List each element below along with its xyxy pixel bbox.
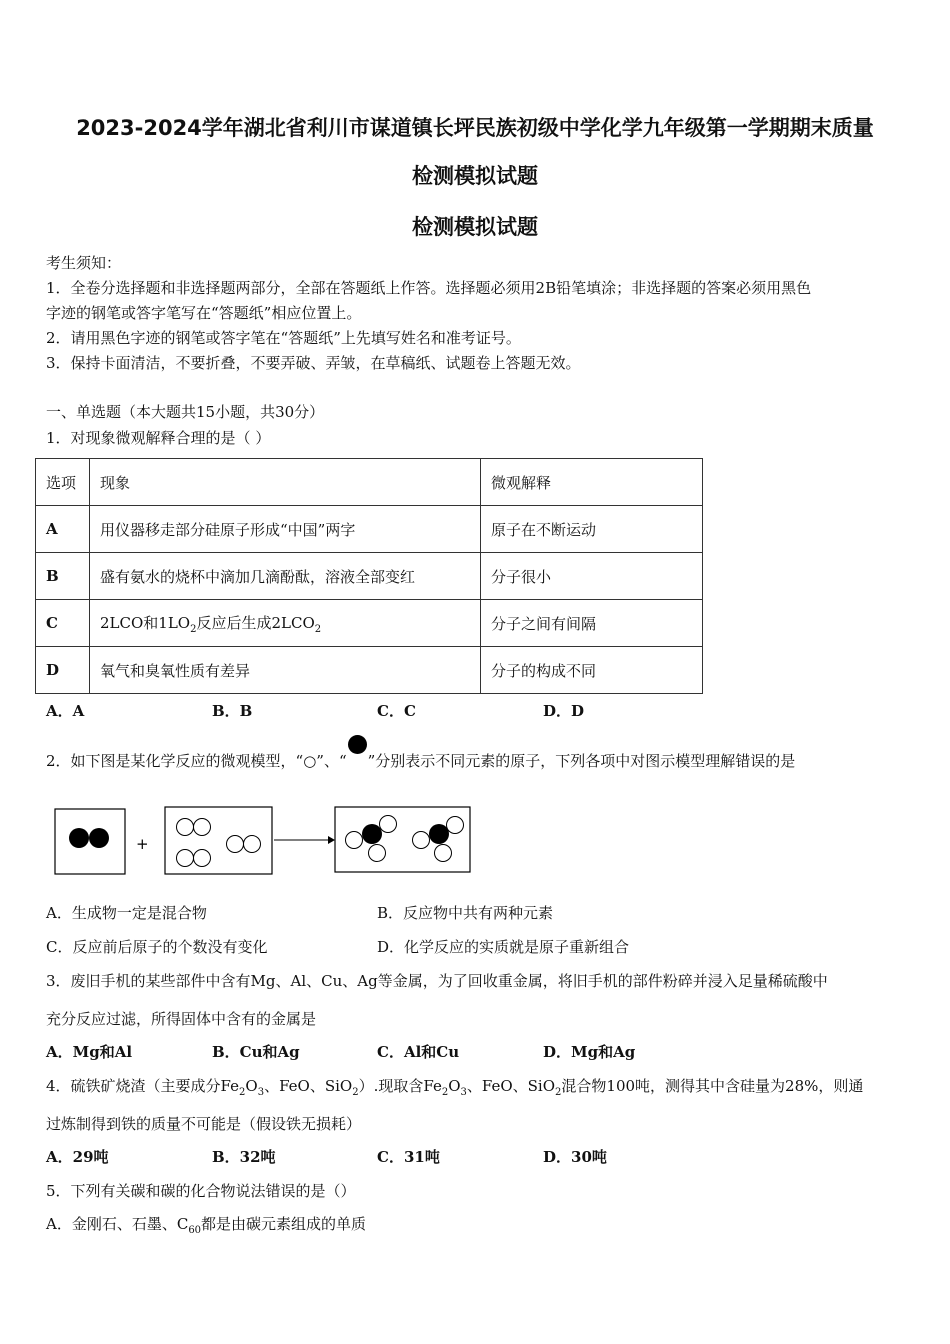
- white-atom-icon: [194, 850, 211, 867]
- white-atom-icon: [177, 850, 194, 867]
- q3-option-b: B．Cu和Ag: [212, 1043, 300, 1061]
- notice-item-2: 2．请用黑色字迹的钢笔或答字笔在“答题纸”上先填写姓名和准考证号。: [46, 329, 521, 347]
- white-atom-icon: [413, 832, 430, 849]
- table-row: [36, 553, 703, 600]
- table-row: [36, 506, 703, 553]
- q4-stem-a: 4．硫铁矿烧渣（主要成分$Fe_2O_3$、FeO、SiO$_2$）.现取含$Fe_2O_3$、FeO、SiO$_2$混合物100吨，测得其中含硅量为28%，则通: [46, 1077, 864, 1098]
- q2-option-d: D．化学反应的实质就是原子重新组合: [377, 938, 630, 956]
- q1-option-d: D．D: [543, 702, 585, 720]
- notice-item-1a: 1．全卷分选择题和非选择题两部分，全部在答题纸上作答。选择题必须用2B铅笔填涂；非选择题的答案必须用黑色: [46, 279, 812, 297]
- exam-title-line2: 检测模拟试题: [412, 164, 538, 188]
- q3-option-c: C．Al和Cu: [377, 1043, 460, 1061]
- notice-item-3: 3．保持卡面清洁，不要折叠，不要弄破、弄皱，在草稿纸、试题卷上答题无效。: [46, 354, 581, 372]
- q4-option-a: A．29吨: [46, 1148, 109, 1166]
- q3-stem-a: 3．废旧手机的某些部件中含有Mg、Al、Cu、Ag等金属，为了回收重金属，将旧手机的部件粉碎并浸入足量稀硫酸中: [46, 972, 828, 990]
- notice-item-1b: 字迹的钢笔或答字笔写在“答题纸”相应位置上。: [46, 304, 362, 322]
- white-atom-icon: [177, 819, 194, 836]
- black-atom-icon: [89, 828, 109, 848]
- q1-stem: 1．对现象微观解释合理的是（ ）: [46, 429, 271, 447]
- exam-title-line1: 2023-2024学年湖北省利川市谋道镇长坪民族初级中学化学九年级第一学期期末质量: [76, 116, 874, 140]
- q3-stem-b: 充分反应过滤，所得固体中含有的金属是: [46, 1010, 317, 1028]
- reaction-diagram: [50, 800, 490, 884]
- q3-option-d: D．Mg和Ag: [543, 1043, 636, 1061]
- q2-option-c: C．反应前后原子的个数没有变化: [46, 938, 268, 956]
- arrow-head-icon: [328, 836, 335, 844]
- row-explanation: 分子很小: [481, 553, 703, 600]
- q5-option-a: A．金刚石、石墨、$C_{60}$都是由碳元素组成的单质: [46, 1215, 367, 1236]
- header-phenomenon: 现象: [90, 459, 481, 506]
- q1-option-c: C．C: [377, 702, 416, 720]
- row-option: B: [36, 553, 90, 600]
- row-option: A: [36, 506, 90, 553]
- q1-option-b: B．B: [212, 702, 253, 720]
- notice-heading: 考生须知：: [46, 254, 122, 272]
- q1-option-a: A．A: [46, 702, 85, 720]
- q1-table: [35, 458, 703, 694]
- white-atom-icon: [227, 836, 244, 853]
- table-header-row: [36, 459, 703, 506]
- black-atom-icon: [362, 824, 382, 844]
- row-explanation: 原子在不断运动: [481, 506, 703, 553]
- white-atom-icon: [346, 832, 363, 849]
- white-atom-icon: [194, 819, 211, 836]
- white-atom-icon: [447, 817, 464, 834]
- q2-stem: 2．如下图是某化学反应的微观模型，“○”、“ ”分别表示不同元素的原子，下列各项中对图示模型理解错误的是: [46, 747, 795, 771]
- row-explanation: 分子的构成不同: [481, 647, 703, 694]
- exam-title-line3: 检测模拟试题: [412, 215, 538, 239]
- q4-option-b: B．32吨: [212, 1148, 276, 1166]
- white-atom-icon: [435, 845, 452, 862]
- row-phenomenon: 2LCO和$1LO_2$反应后生成$2LCO_2$: [90, 600, 481, 647]
- q2-option-b: B．反应物中共有两种元素: [377, 904, 554, 922]
- reaction-model-svg: [50, 800, 490, 880]
- row-phenomenon: 氧气和臭氧性质有差异: [90, 647, 481, 694]
- white-atom-icon: [380, 816, 397, 833]
- row-option: D: [36, 647, 90, 694]
- black-atom-icon: [348, 735, 367, 754]
- q4-stem-b: 过炼制得到铁的质量不可能是（假设铁无损耗）: [46, 1115, 362, 1133]
- header-option: 选项: [36, 459, 90, 506]
- q2-option-a: A．生成物一定是混合物: [46, 904, 207, 922]
- q4-option-c: C．31吨: [377, 1148, 440, 1166]
- section-heading: 一、单选题（本大题共15小题，共30分）: [46, 403, 325, 421]
- q5-stem: 5．下列有关碳和碳的化合物说法错误的是（）: [46, 1182, 356, 1200]
- plus-sign: +: [136, 835, 149, 853]
- black-atom-icon: [69, 828, 89, 848]
- table-row: [36, 647, 703, 694]
- q4-option-d: D．30吨: [543, 1148, 607, 1166]
- row-option: C: [36, 600, 90, 647]
- row-phenomenon: 用仪器移走部分硅原子形成“中国”两字: [90, 506, 481, 553]
- header-explanation: 微观解释: [481, 459, 703, 506]
- white-atom-icon: [369, 845, 386, 862]
- table-row: [36, 600, 703, 647]
- row-phenomenon: 盛有氨水的烧杯中滴加几滴酚酞，溶液全部变红: [90, 553, 481, 600]
- white-atom-icon: [244, 836, 261, 853]
- q3-option-a: A．Mg和Al: [46, 1043, 133, 1061]
- row-explanation: 分子之间有间隔: [481, 600, 703, 647]
- black-atom-icon: [429, 824, 449, 844]
